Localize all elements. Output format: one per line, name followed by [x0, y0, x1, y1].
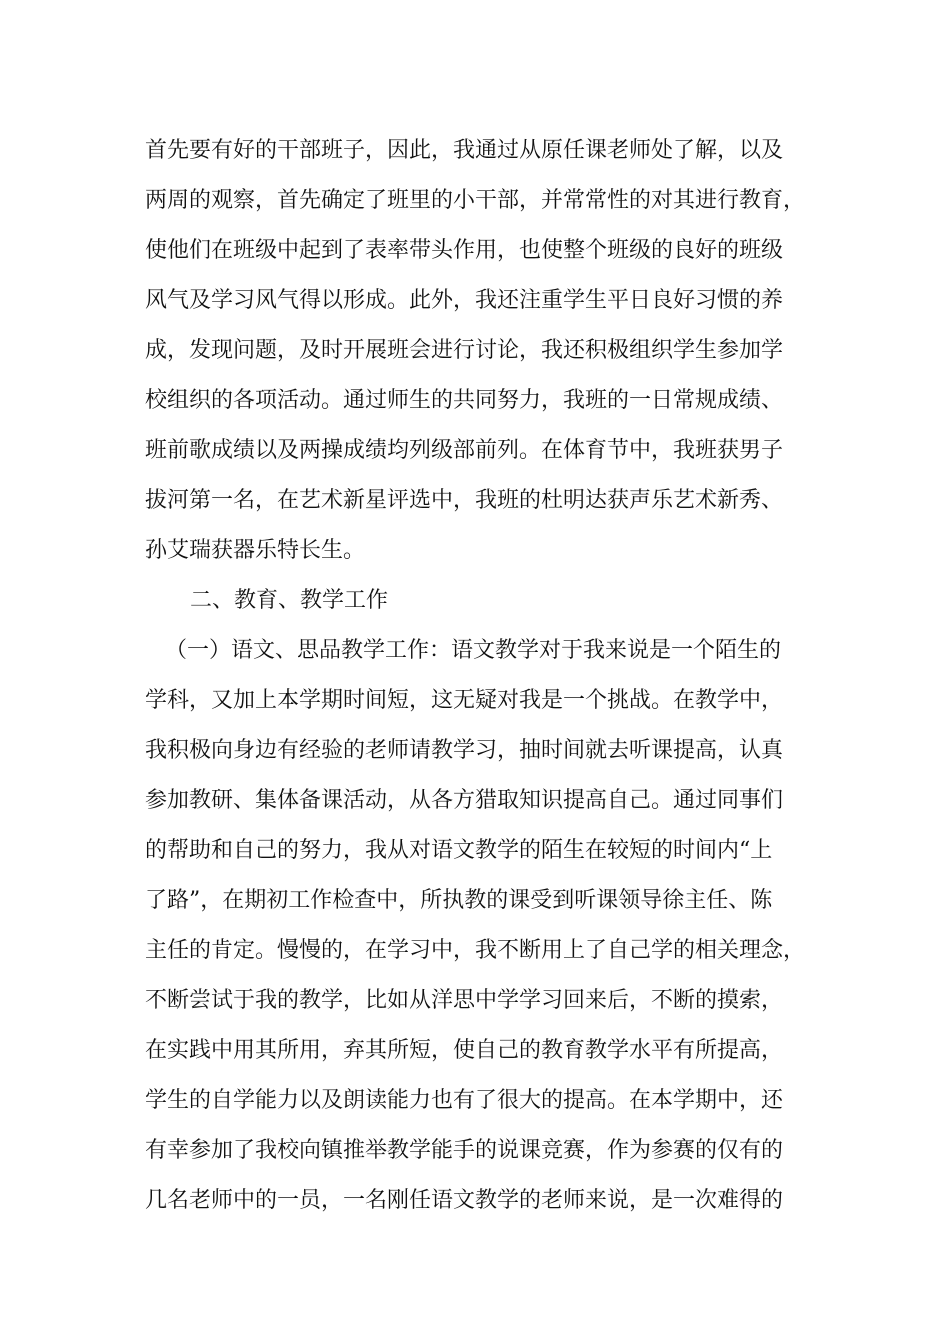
- paragraph-2-line-10: 学生的自学能力以及朗读能力也有了很大的提高。在本学期中，还: [145, 1088, 784, 1113]
- paragraph-1-line-7: 班前歌成绩以及两操成绩均列级部前列。在体育节中，我班获男子: [145, 438, 784, 463]
- paragraph-1-line-1: 首先要有好的干部班子，因此，我通过从原任课老师处了解，以及: [145, 138, 784, 163]
- paragraph-1-line-3: 使他们在班级中起到了表率带头作用，也使整个班级的良好的班级: [145, 238, 784, 263]
- paragraph-2-line-4: 参加教研、集体备课活动，从各方猎取知识提高自己。通过同事们: [145, 788, 784, 813]
- paragraph-2-line-1: （一）语文、思品教学工作：语文教学对于我来说是一个陌生的: [165, 638, 782, 663]
- paragraph-2-line-3: 我积极向身边有经验的老师请教学习，抽时间就去听课提高，认真: [145, 738, 784, 763]
- paragraph-1-line-4: 风气及学习风气得以形成。此外，我还注重学生平日良好习惯的养: [145, 288, 784, 313]
- paragraph-2-line-8: 不断尝试于我的教学，比如从洋思中学学习回来后，不断的摸索，: [145, 988, 784, 1013]
- paragraph-2-line-12: 几名老师中的一员，一名刚任语文教学的老师来说，是一次难得的: [145, 1188, 784, 1213]
- paragraph-1-line-5: 成，发现问题，及时开展班会进行讨论，我还积极组织学生参加学: [145, 338, 784, 363]
- paragraph-1-line-2: 两周的观察，首先确定了班里的小干部，并常常性的对其进行教育，: [145, 188, 806, 213]
- paragraph-2-line-9: 在实践中用其所用，弃其所短，使自己的教育教学水平有所提高，: [145, 1038, 784, 1063]
- paragraph-2-line-2: 学科，又加上本学期时间短，这无疑对我是一个挑战。在教学中，: [145, 688, 784, 713]
- paragraph-1-line-6: 校组织的各项活动。通过师生的共同努力，我班的一日常规成绩、: [145, 388, 784, 413]
- paragraph-2-line-11: 有幸参加了我校向镇推举教学能手的说课竞赛，作为参赛的仅有的: [145, 1138, 784, 1163]
- paragraph-2-line-6: 了路”，在期初工作检查中，所执教的课受到听课领导徐主任、陈: [145, 888, 773, 913]
- paragraph-1-line-9: 孙艾瑞获器乐特长生。: [145, 538, 366, 563]
- paragraph-2-line-7: 主任的肯定。慢慢的，在学习中，我不断用上了自己学的相关理念，: [145, 938, 806, 963]
- paragraph-2-line-5: 的帮助和自己的努力，我从对语文教学的陌生在较短的时间内“上: [145, 838, 773, 863]
- section-heading: 二、教育、教学工作: [190, 588, 389, 613]
- paragraph-1-line-8: 拔河第一名，在艺术新星评选中，我班的杜明达获声乐艺术新秀、: [145, 488, 784, 513]
